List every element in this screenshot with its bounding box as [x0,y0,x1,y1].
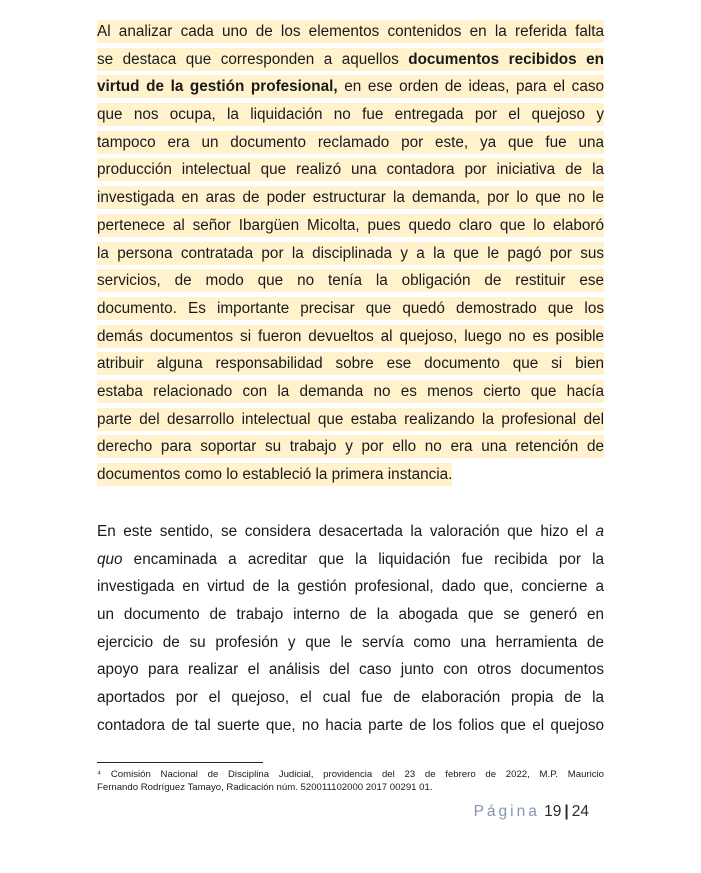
page-label: Página [473,803,540,820]
bold-highlighted-text: virtud de la gestión profesional, [97,75,338,98]
italic-text: a [595,523,604,540]
body-text: investigada en virtud de la gestión profesional, dado que, concierne a [97,578,604,596]
footnote-separator [97,762,263,763]
paragraph-line [97,656,604,684]
highlighted-text: tampoco era un documento reclamado por este, ya que fue una [97,131,604,154]
body-text: En este sentido, se considera desacertada la valoración que hizo el [97,523,596,540]
paragraph-line [97,629,604,657]
highlighted-text: estaba relacionado con la demanda no es menos cierto que hacía [97,380,604,403]
paragraph-line [97,323,604,351]
highlighted-text: atribuir alguna responsabilidad sobre ese documento que si bien [97,352,604,375]
footnote-line: ⁴ Comisión Nacional de Disciplina Judicial, providencia del 23 de febrero de 2022, M.P. Mauricio [97,769,604,780]
paragraph-line [97,267,604,295]
paragraph-line [97,406,604,434]
paragraph-line [97,461,604,489]
footnote [97,768,604,794]
paragraph-line [97,18,604,46]
page-separator: | [564,803,569,820]
highlighted-text: derecho para soportar su trabajo y por ello no era una retención de [97,435,604,458]
body-text: encaminada a acreditar que la liquidación fue recibida por la [122,550,604,568]
body-text: ejercicio de su profesión y que le servía como una herramienta de [97,633,604,651]
paragraph-line [97,684,604,712]
paragraph-line [97,156,604,184]
page-number-footer [474,803,589,821]
highlighted-text: investigada en aras de poder estructurar la demanda, por lo que no le [97,186,604,209]
paragraph-line [97,712,604,740]
highlighted-text: que nos ocupa, la liquidación no fue entregada por el quejoso y [97,103,604,126]
paragraph-line [97,518,604,546]
highlighted-paragraph [97,18,604,489]
highlighted-text: servicios, de modo que no tenía la obligación de restituir ese [97,269,604,292]
paragraph-line [97,378,604,406]
paragraph-line [97,46,604,74]
highlighted-text: la persona contratada por la disciplinada y a la que le pagó por sus [97,242,604,265]
paragraph-line [97,546,604,574]
total-pages-number: 24 [571,803,589,820]
body-text: aportados por el quejoso, el cual fue de elaboración propia de la [97,689,604,707]
current-page-number: 19 [544,803,562,820]
body-text: apoyo para realizar el análisis del caso junto con otros documentos [97,661,604,679]
highlighted-text: Al analizar cada uno de los elementos contenidos en la referida falta [97,20,604,43]
paragraph-line [97,129,604,157]
paragraph-line [97,573,604,601]
highlighted-text: documentos como lo estableció la primera instancia. [97,463,452,486]
highlighted-text: documento. Es importante precisar que quedó demostrado que los [97,297,604,320]
footnote-line: Fernando Rodríguez Tamayo, Radicación núm. 520011102000 2017 00291 01. [97,782,433,793]
paragraph-line [97,73,604,101]
paragraph-line [97,184,604,212]
highlighted-text: en ese orden de ideas, para el caso [338,75,604,98]
highlighted-text: pertenece al señor Ibargüen Micolta, pues quedo claro que lo elaboró [97,214,604,237]
paragraph-line [97,212,604,240]
paragraph-line [97,350,604,378]
paragraph-line [97,240,604,268]
highlighted-text: parte del desarrollo intelectual que estaba realizando la profesional del [97,408,604,431]
paragraph-line [97,433,604,461]
paragraph-line [97,601,604,629]
body-text: un documento de trabajo interno de la abogada que se generó en [97,606,604,624]
bold-highlighted-text: documentos recibidos en [408,48,604,71]
paragraph-line [97,295,604,323]
italic-text: quo [97,550,123,568]
body-text: contadora de tal suerte que, no hacia parte de los folios que el quejoso [97,716,604,734]
highlighted-text: se destaca que corresponden a aquellos [97,48,408,71]
highlighted-text: producción intelectual que realizó una contadora por iniciativa de la [97,158,604,181]
highlighted-text: demás documentos si fueron devueltos al quejoso, luego no es posible [97,325,604,348]
body-paragraph [97,518,604,740]
paragraph-line [97,101,604,129]
